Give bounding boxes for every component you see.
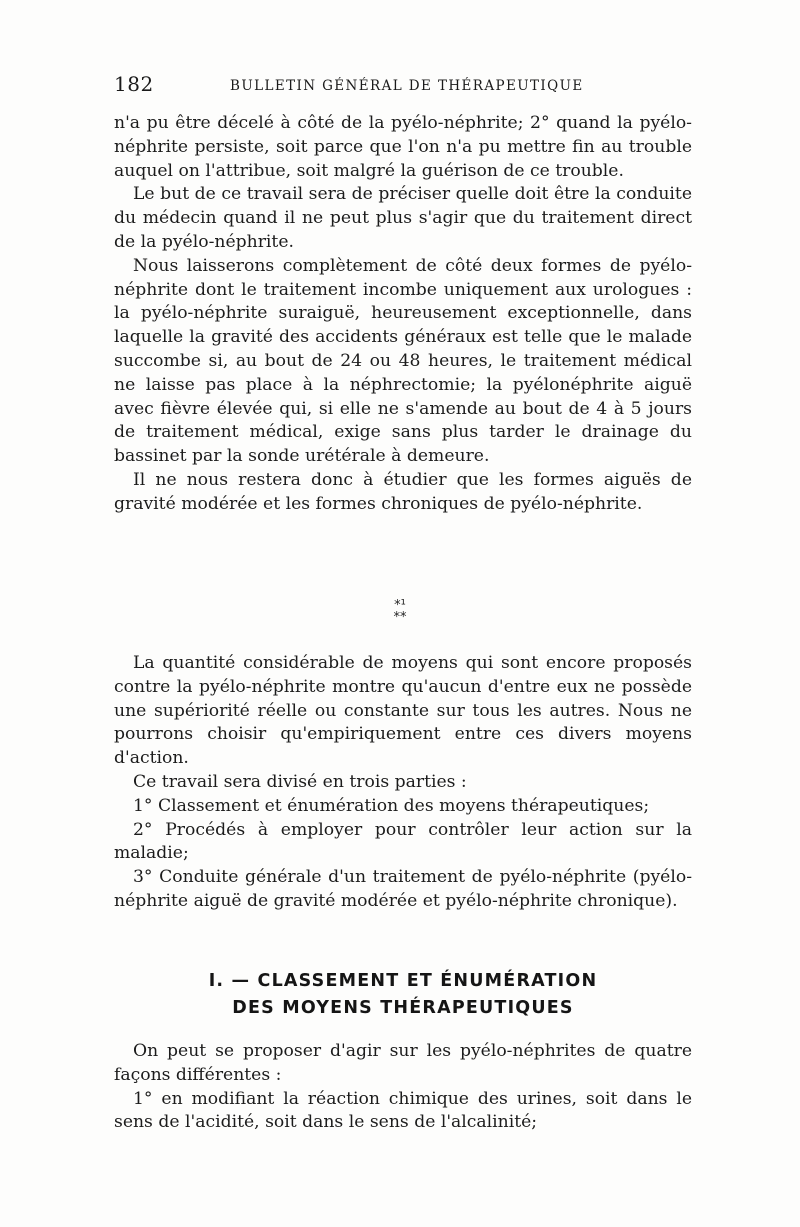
page-header (114, 72, 694, 102)
list-item: 1° en modifiant la réaction chimique des urines, soit dans le sens de l'acidité, soit dans le sens de l'alcalinité; (114, 1088, 692, 1133)
section-heading-line: I. — CLASSEMENT ET ÉNUMÉRATION (208, 971, 598, 991)
list-item: 2° Procédés à employer pour contrôler leur action sur la maladie; (114, 819, 692, 864)
paragraph: Le but de ce travail sera de préciser quelle doit être la conduite du médecin quand il ne peut plus s'agir que du traitement direct de la pyélo-néphrite. (114, 184, 692, 252)
asterism-line: ** (393, 610, 407, 625)
paragraph: La quantité considérable de moyens qui sont encore proposés contre la pyélo-néphrite montre qu'aucun d'entre eux ne possède une supériorité réelle ou constante sur tous les autres. Nous ne pourrons choisir qu'empiriquement entre ces divers moyens d'action. (114, 653, 692, 769)
section-heading-line: DES MOYENS THÉRAPEUTIQUES (232, 998, 574, 1018)
section-heading (114, 968, 692, 1022)
paragraph: Ce travail sera divisé en trois parties : (133, 771, 467, 792)
body-text-bottom (114, 1040, 692, 1135)
paragraph: Nous laisserons complètement de côté deux formes de pyélonéphrite dont le traitement incombe uniquement aux urologues : la pyélo-néphrite suraiguë, heureusement exceptionnelle, dans laquelle la gravité des accidents généraux est telle que le malade succombe si, au bout de 24 ou 48 heures, le traitement médical ne laisse pas place à la néphrectomie; la pyélonéphrite aiguë avec fièvre élevée qui, si elle ne s'amende au bout de 4 à 5 jours de traitement médical, exige sans plus tarder le drainage du bassinet par la sonde urétérale à demeure. (114, 255, 692, 467)
paragraph: Il ne nous restera donc à étudier que les formes aiguës de gravité modérée et les formes chroniques de pyélo-néphrite. (114, 469, 692, 514)
body-text-top (114, 112, 692, 517)
body-text-middle (114, 652, 692, 914)
running-title: BULLETIN GÉNÉRAL DE THÉRAPEUTIQUE (230, 78, 584, 94)
page-number: 182 (114, 72, 154, 96)
list-item: 1° Classement et énumération des moyens thérapeutiques; (133, 795, 650, 816)
paragraph: On peut se proposer d'agir sur les pyélo-néphrites de quatre façons différentes : (114, 1041, 692, 1085)
paragraph: n'a pu être décelé à côté de la pyélo-néphrite; 2° quand la pyélo-néphrite persiste, soit parce que l'on n'a pu mettre fin au trouble auquel on l'attribue, soit malgré la guérison de ce trouble. (114, 113, 692, 181)
asterism-separator (380, 600, 420, 624)
list-item: 3° Conduite générale d'un traitement de pyélo-néphrite (pyélonéphrite aiguë de gravité modérée et pyélo-néphrite chronique). (114, 867, 692, 911)
asterism-line: *¹ (394, 598, 406, 613)
